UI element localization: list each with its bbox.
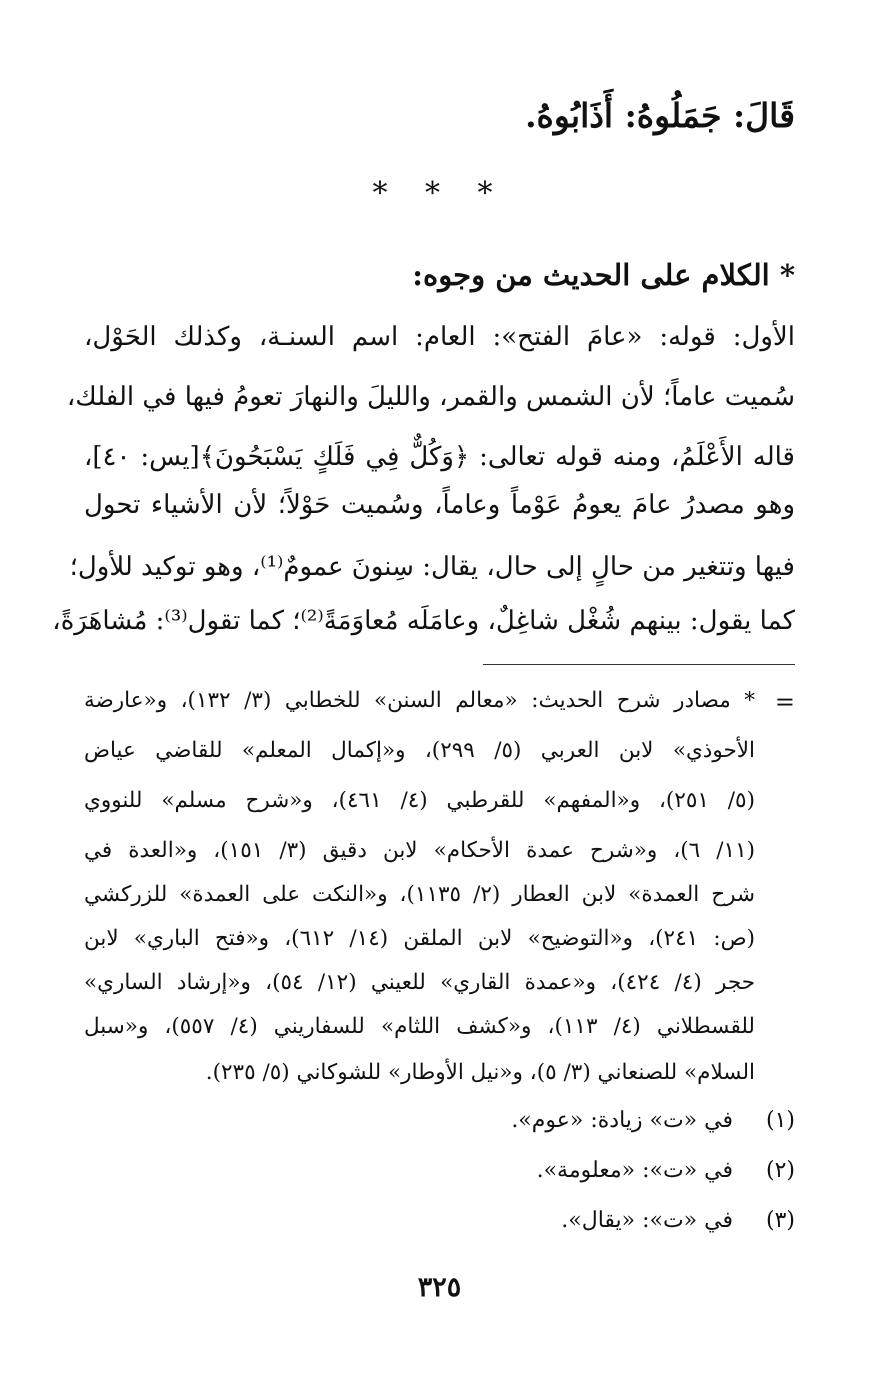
section-title: * الكلام على الحديث من وجوه: <box>412 258 795 292</box>
sources-line-4: (١١/ ٦)، و«شرح عمدة الأحكام» لابن دقيق (٣/ ١٥١)، و«العدة في <box>84 838 756 863</box>
footnote-text-1: في «ت» زيادة: «عوم». <box>511 1108 733 1133</box>
footnote-text-2: في «ت»: «معلومة». <box>536 1158 733 1183</box>
sources-line-8: للقسطلاني (٤/ ١١٣)، و«كشف اللثام» للسفاريني (٤/ ٥٥٧)، و«سبل <box>84 1014 755 1039</box>
sources-line-3: (٥/ ٢٥١)، و«المفهم» للقرطبي (٤/ ٤٦١)، و«شرح مسلم» للنووي <box>84 788 755 813</box>
sources-line-5: شرح العمدة» لابن العطار (٢/ ١١٣٥)، و«النكت على العمدة» للزركشي <box>84 882 756 907</box>
footnote-text-3: في «ت»: «يقال». <box>561 1208 733 1233</box>
footnote-divider <box>483 664 795 665</box>
page-number: ٣٢٥ <box>417 1272 462 1303</box>
section-separator: * * * <box>372 176 507 211</box>
body-line-3: قاله الأَعْلَمُ، ومنه قوله تعالى: ﴿وَكُلٌّ فِي فَلَكٍ يَسْبَحُونَ﴾[يس: ٤٠]، <box>84 442 795 472</box>
sources-line-7: حجر (٤/ ٤٢٤)، و«عمدة القاري» للعيني (١٢/ ٥٤)، و«إرشاد الساري» <box>84 970 756 995</box>
verse-heading: قَالَ: جَمَلُوهُ: أَذَابُوهُ. <box>525 96 795 135</box>
body-line-2: سُميت عاماً؛ لأن الشمس والقمر، والليلَ والنهارَ تعومُ فيها في الفلك، <box>66 382 795 412</box>
body-line-5: فيها وتتغير من حالٍ إلى حال، يقال: سِنونَ عمومٌ⁽¹⁾، وهو توكيد للأول؛ <box>69 552 795 582</box>
sources-line-9: السلام» للصنعاني (٣/ ٥)، و«نيل الأوطار» للشوكاني (٥/ ٢٣٥). <box>205 1060 755 1085</box>
footnote-number-3: (٣) <box>765 1208 795 1233</box>
body-line-4: وهو مصدرُ عامَ يعومُ عَوْماً وعاماً، وسُميت حَوْلاً؛ لأن الأشياء تحول <box>84 490 795 520</box>
body-line-1: الأول: قوله: «عامَ الفتح»: العام: اسم السنـة، وكذلك الحَوْل، <box>84 322 795 352</box>
footnote-continuation-marker: = <box>774 688 795 716</box>
sources-line-1: * مصادر شرح الحديث: «معالم السنن» للخطابي (٣/ ١٣٢)، و«عارضة <box>84 688 756 713</box>
footnote-number-2: (٢) <box>765 1158 795 1183</box>
sources-line-6: (ص: ٢٤١)، و«التوضيح» لابن الملقن (١٤/ ٦١٢)، و«فتح الباري» لابن <box>84 926 755 951</box>
body-line-6: كما يقول: بينهم شُغْل شاغِلٌ، وعامَلَه مُعاوَمَةً⁽²⁾؛ كما تقول⁽³⁾: مُشاهَرَةً، <box>52 606 795 636</box>
footnote-number-1: (١) <box>765 1108 795 1133</box>
sources-line-2: الأحوذي» لابن العربي (٥/ ٢٩٩)، و«إكمال المعلم» للقاضي عياض <box>84 738 756 763</box>
